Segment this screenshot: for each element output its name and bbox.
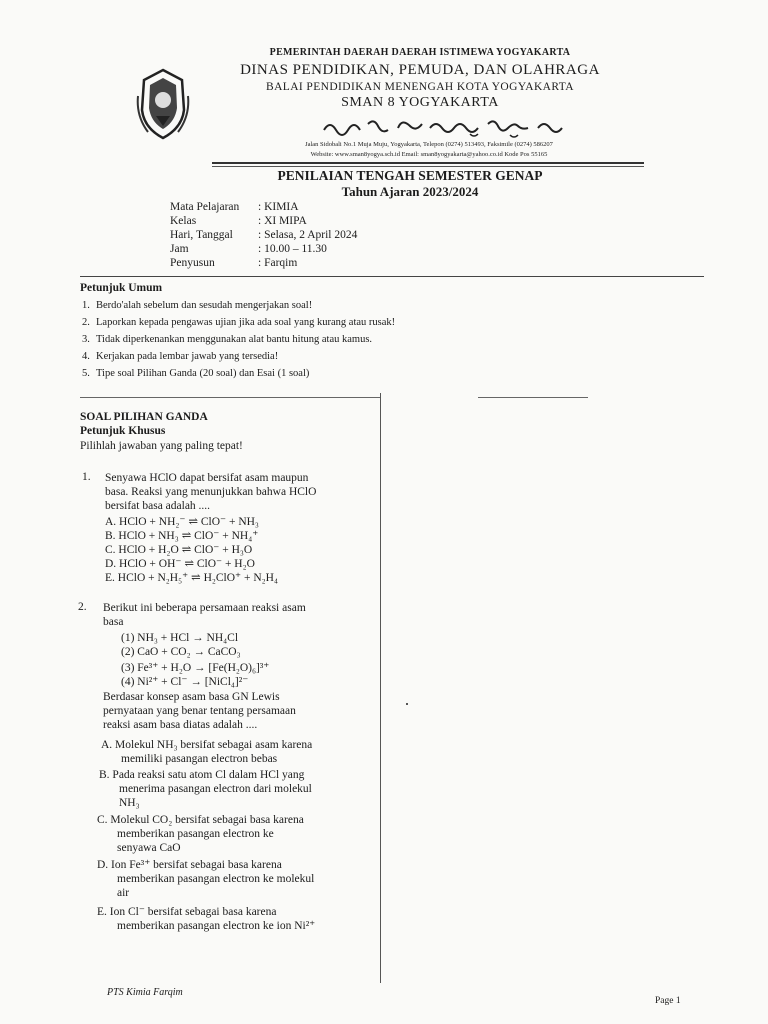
mc-section-subtitle: Petunjuk Khusus <box>80 425 166 437</box>
info-label: Mata Pelajaran <box>170 201 240 213</box>
answer-option: A. HClO + NH₂⁻ ⇌ ClO⁻ + NH₃ <box>105 516 259 528</box>
question-line: bersifat basa adalah .... <box>105 500 211 512</box>
reaction-statement: (1) NH₃ + HCl → NH₄Cl <box>121 632 239 644</box>
option-continuation: memberikan pasangan electron ke <box>117 828 274 840</box>
school-contact: Website: www.sman8yogya.sch.id Email: sman8yogyakarta@yahoo.co.id Kode Pos 55165 <box>310 151 548 158</box>
question-line: Berdasar konsep asam basa GN Lewis <box>103 691 280 703</box>
info-row-author <box>170 257 297 272</box>
instruction-item <box>82 351 278 362</box>
exam-title: PENILAIAN TENGAH SEMESTER GENAP <box>277 168 543 183</box>
government-name: PEMERINTAH DAERAH DAERAH ISTIMEWA YOGYAKARTA <box>269 47 571 58</box>
question-line: reaksi asam basa diatas adalah .... <box>103 719 258 731</box>
option-continuation: senyawa CaO <box>117 842 181 854</box>
option-lead: A. Molekul NH₃ bersifat sebagai asam karena <box>101 739 313 751</box>
question-text <box>103 601 306 629</box>
question-line: Senyawa HClO dapat bersifat asam maupun <box>105 472 309 484</box>
info-row-date <box>170 229 357 244</box>
reaction-statement: (3) Fe³⁺ + H₂O → [Fe(H₂O)₆]³⁺ <box>121 662 270 674</box>
instruction-item <box>82 334 372 345</box>
option-lead: C. Molekul CO₂ bersifat sebagai basa karena <box>97 814 304 826</box>
info-label: Penyusun <box>170 257 215 269</box>
instruction-number: 2. <box>82 317 90 328</box>
question-number: 2. <box>78 601 87 613</box>
instruction-number: 4. <box>82 351 90 362</box>
column-rule-left <box>80 397 380 398</box>
option-continuation: menerima pasangan electron dari molekul <box>119 783 312 795</box>
answer-option <box>97 905 315 933</box>
question-line: basa <box>103 616 124 628</box>
header-rule <box>212 162 644 164</box>
answer-option <box>97 858 314 900</box>
answer-option: B. HClO + NH₃ ⇌ ClO⁻ + NH₄⁺ <box>105 530 259 542</box>
info-value: : KIMIA <box>258 201 299 213</box>
school-emblem-icon <box>136 66 190 142</box>
question-line: basa. Reaksi yang menunjukkan bahwa HClO <box>105 486 317 498</box>
office-name: BALAI PENDIDIKAN MENENGAH KOTA YOGYAKARTA <box>266 81 574 93</box>
instruction-item <box>82 317 395 328</box>
answer-option <box>99 768 312 810</box>
instruction-number: 1. <box>82 300 90 311</box>
instruction-item <box>82 368 309 379</box>
option-continuation: memiliki pasangan electron bebas <box>121 753 278 765</box>
section-rule <box>80 276 704 277</box>
department-name: DINAS PENDIDIKAN, PEMUDA, DAN OLAHRAGA <box>240 62 600 78</box>
info-value: : 10.00 – 11.30 <box>258 243 327 255</box>
javanese-script-line <box>320 114 570 140</box>
mc-instruction: Pilihlah jawaban yang paling tepat! <box>80 440 243 452</box>
option-continuation: memberikan pasangan electron ke molekul <box>117 873 315 885</box>
answer-option <box>97 813 304 855</box>
info-value: : XI MIPA <box>258 215 307 227</box>
footer-title: PTS Kimia Farqim <box>107 987 183 998</box>
option-continuation: memberikan pasangan electron ke ion Ni²⁺ <box>117 920 316 932</box>
instruction-text: Tidak diperkenankan menggunakan alat bantu hitung atau kamus. <box>96 334 373 345</box>
info-label: Hari, Tanggal <box>170 229 233 241</box>
reaction-statement: (4) Ni²⁺ + Cl⁻ → [NiCl₄]²⁻ <box>121 676 249 688</box>
question-line: Berikut ini beberapa persamaan reaksi asam <box>103 602 306 614</box>
info-row-class <box>170 215 307 230</box>
instruction-number: 3. <box>82 334 90 345</box>
instruction-text: Laporkan kepada pengawas ujian jika ada soal yang kurang atau rusak! <box>96 317 396 328</box>
answer-option: C. HClO + H₂O ⇌ ClO⁻ + H₃O <box>105 544 253 556</box>
school-address: Jalan Sidobali No.1 Muja Muju, Yogyakarta, Telepon (0274) 513493, Faksimile (0274) 586207 <box>305 141 553 148</box>
answer-option: E. HClO + N₂H₅⁺ ⇌ H₂ClO⁺ + N₂H₄ <box>105 572 278 584</box>
instruction-text: Tipe soal Pilihan Ganda (20 soal) dan Esai (1 soal) <box>96 368 310 379</box>
info-value: : Farqim <box>258 257 298 269</box>
exam-year: Tahun Ajaran 2023/2024 <box>341 184 479 199</box>
option-lead: D. Ion Fe³⁺ bersifat sebagai basa karena <box>97 859 282 871</box>
scan-speck <box>406 703 408 705</box>
question-text <box>105 471 316 513</box>
option-continuation: air <box>117 887 130 899</box>
question-line: pernyataan yang benar tentang persamaan <box>103 705 296 717</box>
reaction-statement: (2) CaO + CO₂ → CaCO₃ <box>121 646 241 658</box>
answer-option: D. HClO + OH⁻ ⇌ ClO⁻ + H₂O <box>105 558 255 570</box>
header-rule-thin <box>212 166 644 167</box>
info-label: Kelas <box>170 215 197 227</box>
instruction-text: Kerjakan pada lembar jawab yang tersedia! <box>96 351 279 362</box>
page-number: Page 1 <box>655 996 681 1006</box>
option-lead: B. Pada reaksi satu atom Cl dalam HCl yang <box>99 769 305 781</box>
instruction-item <box>82 300 312 311</box>
mc-section-title: SOAL PILIHAN GANDA <box>80 411 208 423</box>
column-divider <box>380 393 381 983</box>
question-number: 1. <box>82 471 91 483</box>
instruction-number: 5. <box>82 368 90 379</box>
info-row-time <box>170 243 327 258</box>
question-stem <box>103 690 296 732</box>
general-instructions-title: Petunjuk Umum <box>80 282 163 294</box>
option-lead: E. Ion Cl⁻ bersifat sebagai basa karena <box>97 906 277 918</box>
info-row-subject <box>170 201 299 216</box>
school-name: SMAN 8 YOGYAKARTA <box>341 95 499 110</box>
instruction-text: Berdo'alah sebelum dan sesudah mengerjakan soal! <box>96 300 313 311</box>
info-value: : Selasa, 2 April 2024 <box>258 229 358 241</box>
option-continuation: NH₃ <box>119 797 140 809</box>
info-label: Jam <box>170 243 189 255</box>
column-rule-right <box>478 397 588 398</box>
answer-option <box>101 738 312 766</box>
